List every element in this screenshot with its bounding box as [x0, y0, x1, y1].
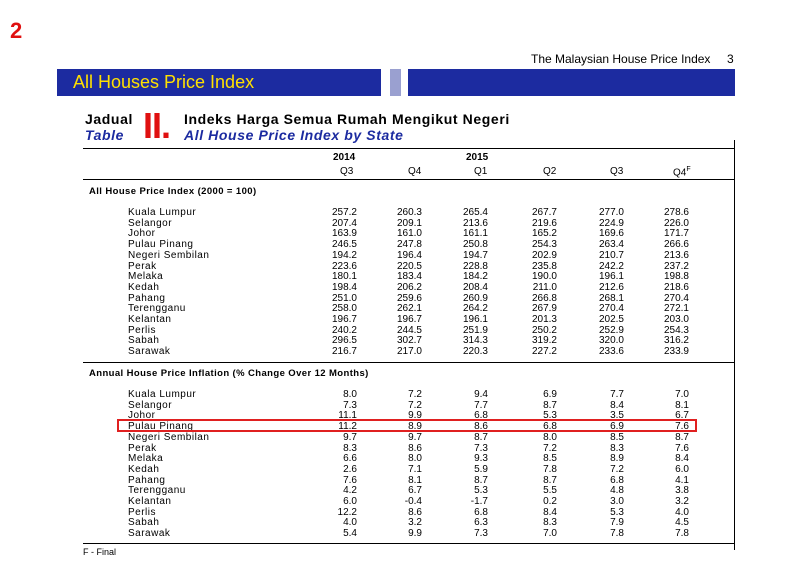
quarter-header: Q2	[543, 166, 557, 177]
table-cell: 180.1	[331, 271, 357, 283]
table-cell: 8.0	[543, 431, 557, 443]
table-cell: 228.8	[462, 260, 488, 272]
table-row	[0, 400, 789, 411]
table-cell: 240.2	[331, 324, 357, 336]
state-name: Johor	[128, 228, 156, 240]
table-bottom-rule	[83, 543, 735, 544]
table-row	[0, 218, 789, 229]
table-cell: 9.7	[343, 431, 357, 443]
table-cell: 316.2	[663, 335, 689, 347]
state-name: Selangor	[128, 399, 173, 411]
table-cell: 266.6	[663, 239, 689, 251]
state-name: Perak	[128, 442, 157, 454]
table-cell: 196.7	[396, 314, 422, 325]
table-cell: 262.1	[396, 303, 422, 315]
table-cell: 210.7	[598, 249, 624, 261]
table-row	[0, 389, 789, 400]
table-cell: 6.0	[343, 496, 357, 507]
table-cell: 4.1	[675, 474, 689, 486]
table-cell: 3.0	[610, 496, 624, 507]
table-row	[0, 475, 789, 486]
state-name: Sarawak	[128, 346, 171, 358]
table-row	[0, 335, 789, 346]
table-cell: 194.2	[331, 249, 357, 261]
table-cell: 5.3	[543, 410, 557, 422]
table-right-rule	[734, 140, 735, 550]
table-cell: 6.8	[610, 474, 624, 486]
table-cell: 8.1	[675, 399, 689, 411]
table-row	[0, 528, 789, 539]
state-name: Kelantan	[128, 496, 172, 507]
table-cell: 163.9	[331, 228, 357, 240]
state-name: Terengganu	[128, 303, 186, 315]
table-cell: 4.0	[675, 506, 689, 518]
table-cell: 2.6	[343, 463, 357, 475]
table-row	[0, 261, 789, 272]
table-cell: 213.6	[462, 217, 488, 229]
table-cell: 11.2	[338, 421, 357, 433]
table-cell: 242.2	[598, 260, 624, 272]
state-name: Sarawak	[128, 528, 171, 540]
table-cell: 251.9	[462, 324, 488, 336]
table-cell: 8.5	[610, 431, 624, 443]
table-cell: 194.7	[462, 249, 488, 261]
table-cell: 5.3	[610, 506, 624, 518]
table-cell: 196.4	[396, 249, 422, 261]
section-divider	[83, 362, 735, 363]
table-cell: 270.4	[663, 292, 689, 304]
table-cell: 11.1	[338, 410, 357, 422]
table-cell: 223.6	[331, 260, 357, 272]
table-cell: 268.1	[598, 292, 624, 304]
table-cell: 213.6	[663, 249, 689, 261]
table-cell: 252.9	[598, 324, 624, 336]
table-cell: 183.4	[396, 271, 422, 283]
quarter-header: Q3	[610, 166, 624, 177]
table-cell: 237.2	[663, 260, 689, 272]
table-cell: 5.5	[543, 485, 557, 497]
state-name: Perak	[128, 260, 157, 272]
table-cell: 3.2	[675, 496, 689, 507]
table-cell: 198.4	[331, 281, 357, 293]
table-cell: 267.9	[531, 303, 557, 315]
table-cell: 266.8	[531, 292, 557, 304]
header-top-rule	[83, 148, 735, 149]
table-row	[0, 207, 789, 218]
table-row	[0, 293, 789, 304]
table-cell: 4.2	[343, 485, 357, 497]
table-cell: 8.7	[543, 474, 557, 486]
table-cell: 7.2	[610, 463, 624, 475]
table-cell: 196.1	[598, 271, 624, 283]
table-number: II.	[143, 105, 171, 146]
table-row	[0, 228, 789, 239]
state-name: Negeri Sembilan	[128, 249, 210, 261]
table-cell: 6.8	[543, 421, 557, 433]
table-cell: 296.5	[331, 335, 357, 347]
table-cell: 264.2	[462, 303, 488, 315]
quarter-header: Q3	[340, 166, 354, 177]
table-cell: 272.1	[663, 303, 689, 315]
report-page-number: 3	[727, 52, 734, 66]
report-title: The Malaysian House Price Index	[531, 52, 711, 66]
table-cell: 6.3	[474, 517, 488, 529]
table-cell: 9.4	[474, 389, 488, 400]
state-name: Pulau Pinang	[128, 421, 194, 433]
table-cell: 8.4	[610, 399, 624, 411]
table-cell: 209.1	[396, 217, 422, 229]
table-title-en: All House Price Index by State	[184, 127, 404, 143]
table-cell: 208.4	[462, 281, 488, 293]
table-cell: 212.6	[598, 281, 624, 293]
table-cell: 8.7	[474, 474, 488, 486]
table-cell: 161.1	[462, 228, 488, 240]
table-cell: 165.2	[531, 228, 557, 240]
footnote: F - Final	[83, 547, 117, 557]
table-cell: 7.3	[343, 399, 357, 411]
table-cell: 263.4	[598, 239, 624, 251]
table-cell: 251.0	[331, 292, 357, 304]
quarter-header: $Q4^F$	[673, 166, 691, 179]
table-cell: 5.3	[474, 485, 488, 497]
table-label-en: Table	[85, 127, 125, 143]
table-cell: 3.2	[408, 517, 422, 529]
table-cell: 9.3	[474, 453, 488, 465]
table-cell: 270.4	[598, 303, 624, 315]
table-cell: 5.4	[343, 528, 357, 540]
state-name: Perlis	[128, 506, 157, 518]
table-row	[0, 271, 789, 282]
table-cell: 8.7	[543, 399, 557, 411]
table-cell: 8.7	[675, 431, 689, 443]
table-cell: 6.7	[408, 485, 422, 497]
table-cell: 3.8	[675, 485, 689, 497]
table-cell: 198.8	[663, 271, 689, 283]
table-cell: 7.2	[408, 399, 422, 411]
table-cell: 207.4	[331, 217, 357, 229]
table-cell: 4.5	[675, 517, 689, 529]
section-title-inflation: Annual House Price Inflation (% Change Over 12 Months)	[89, 368, 369, 379]
table-cell: 8.4	[675, 453, 689, 465]
table-cell: 7.8	[543, 463, 557, 475]
table-cell: 8.3	[343, 442, 357, 454]
table-cell: 219.6	[531, 217, 557, 229]
table-cell: 8.0	[343, 389, 357, 400]
state-name: Melaka	[128, 271, 164, 283]
table-cell: 7.0	[543, 528, 557, 540]
table-cell: 302.7	[396, 335, 422, 347]
table-cell: 190.0	[531, 271, 557, 283]
table-cell: 169.6	[598, 228, 624, 240]
table-row	[0, 282, 789, 293]
table-cell: 265.4	[462, 207, 488, 218]
state-name: Kedah	[128, 463, 160, 475]
table-cell: 8.6	[408, 442, 422, 454]
quarter-header: Q1	[474, 166, 488, 177]
table-cell: 202.9	[531, 249, 557, 261]
state-name: Melaka	[128, 453, 164, 465]
state-name: Perlis	[128, 324, 157, 336]
table-row	[0, 485, 789, 496]
state-name: Sabah	[128, 335, 160, 347]
table-cell: 224.9	[598, 217, 624, 229]
table-cell: 260.3	[396, 207, 422, 218]
table-cell: 244.5	[396, 324, 422, 336]
state-name: Pulau Pinang	[128, 239, 194, 251]
table-cell: 8.3	[543, 517, 557, 529]
table-cell: 206.2	[396, 281, 422, 293]
state-name: Kelantan	[128, 314, 172, 325]
table-row	[0, 496, 789, 507]
table-cell: 220.5	[396, 260, 422, 272]
table-cell: 6.8	[474, 410, 488, 422]
table-row	[0, 314, 789, 325]
table-cell: 250.8	[462, 239, 488, 251]
table-cell: 254.3	[663, 324, 689, 336]
table-row	[0, 239, 789, 250]
state-name: Kuala Lumpur	[128, 389, 197, 400]
table-cell: 7.2	[543, 442, 557, 454]
table-cell: 246.5	[331, 239, 357, 251]
table-cell: 202.5	[598, 314, 624, 325]
table-cell: 7.3	[474, 442, 488, 454]
table-cell: 12.2	[337, 506, 357, 518]
table-cell: 227.2	[531, 346, 557, 358]
table-row	[0, 432, 789, 443]
table-cell: 257.2	[331, 207, 357, 218]
header-bottom-rule	[83, 179, 735, 180]
table-cell: 233.9	[663, 346, 689, 358]
table-cell: 319.2	[531, 335, 557, 347]
banner-separator	[390, 69, 401, 96]
table-cell: 8.1	[408, 474, 422, 486]
table-label-ms: Jadual	[85, 111, 133, 127]
table-cell: 8.5	[543, 453, 557, 465]
table-cell: 9.9	[408, 410, 422, 422]
banner-right-bar	[408, 69, 735, 96]
table-cell: 6.9	[543, 389, 557, 400]
highlight-box	[117, 419, 697, 432]
state-name: Negeri Sembilan	[128, 431, 210, 443]
table-cell: 211.0	[532, 281, 557, 293]
table-cell: 5.9	[474, 463, 488, 475]
table-cell: 7.0	[675, 389, 689, 400]
table-row	[0, 346, 789, 357]
quarter-header: Q4	[408, 166, 422, 177]
table-row	[0, 517, 789, 528]
table-cell: -0.4	[404, 496, 422, 507]
table-cell: 7.6	[675, 421, 689, 433]
table-cell: 7.3	[474, 528, 488, 540]
table-cell: 6.6	[343, 453, 357, 465]
table-cell: 8.3	[610, 442, 624, 454]
page-number: 2	[10, 18, 23, 43]
table-cell: 171.7	[663, 228, 689, 240]
table-cell: 3.5	[610, 410, 624, 422]
table-cell: 235.8	[531, 260, 557, 272]
table-cell: 7.6	[343, 474, 357, 486]
table-cell: 4.0	[343, 517, 357, 529]
table-cell: 8.6	[408, 506, 422, 518]
table-cell: 9.9	[408, 528, 422, 540]
table-row	[0, 507, 789, 518]
table-cell: 201.3	[531, 314, 557, 325]
table-cell: 220.3	[462, 346, 488, 358]
state-name: Pahang	[128, 474, 166, 486]
table-cell: 8.0	[408, 453, 422, 465]
table-cell: 250.2	[531, 324, 557, 336]
banner-title: All Houses Price Index	[73, 72, 255, 92]
table-cell: 7.9	[610, 517, 624, 529]
table-cell: 196.1	[462, 314, 488, 325]
state-name: Sabah	[128, 517, 160, 529]
table-cell: 314.3	[462, 335, 488, 347]
year-2015: 2015	[466, 152, 489, 163]
table-cell: 7.1	[408, 463, 422, 475]
table-cell: 258.0	[331, 303, 357, 315]
year-2014: 2014	[333, 152, 356, 163]
table-cell: 6.9	[610, 421, 624, 433]
table-cell: 6.7	[675, 410, 689, 422]
table-cell: 8.9	[408, 421, 422, 433]
table-cell: 0.2	[543, 496, 557, 507]
table-cell: 9.7	[408, 431, 422, 443]
table-cell: 8.4	[543, 506, 557, 518]
table-row	[0, 464, 789, 475]
table-cell: 226.0	[663, 217, 689, 229]
table-cell: 4.8	[610, 485, 624, 497]
table-cell: 7.7	[474, 399, 488, 411]
table-cell: 184.2	[462, 271, 488, 283]
table-row	[0, 250, 789, 261]
table-cell: 7.8	[675, 528, 689, 540]
table-cell: 218.6	[663, 281, 689, 293]
state-name: Johor	[128, 410, 156, 422]
state-name: Selangor	[128, 217, 173, 229]
table-cell: 260.9	[462, 292, 488, 304]
table-cell: 161.0	[396, 228, 422, 240]
table-row	[0, 325, 789, 336]
table-title-ms: Indeks Harga Semua Rumah Mengikut Negeri	[184, 111, 510, 127]
table-row	[0, 453, 789, 464]
table-cell: 233.6	[598, 346, 624, 358]
table-cell: 267.7	[531, 207, 557, 218]
table-cell: 203.0	[663, 314, 689, 325]
table-cell: 196.7	[331, 314, 357, 325]
table-cell: 259.6	[396, 292, 422, 304]
table-cell: 278.6	[663, 207, 689, 218]
table-cell: 7.8	[610, 528, 624, 540]
table-cell: 8.9	[610, 453, 624, 465]
table-cell: 247.8	[396, 239, 422, 251]
section-title-index: All House Price Index (2000 = 100)	[89, 186, 257, 197]
table-cell: -1.7	[470, 496, 488, 507]
state-name: Kedah	[128, 281, 160, 293]
table-cell: 8.7	[474, 431, 488, 443]
table-cell: 6.0	[675, 463, 689, 475]
table-cell: 254.3	[531, 239, 557, 251]
table-row	[0, 303, 789, 314]
state-name: Pahang	[128, 292, 166, 304]
table-cell: 8.6	[474, 421, 488, 433]
table-cell: 217.0	[396, 346, 422, 358]
table-cell: 277.0	[598, 207, 624, 218]
table-cell: 7.7	[610, 389, 624, 400]
table-cell: 7.6	[675, 442, 689, 454]
table-cell: 6.8	[474, 506, 488, 518]
state-name: Kuala Lumpur	[128, 207, 197, 218]
table-cell: 320.0	[598, 335, 624, 347]
table-row	[0, 443, 789, 454]
state-name: Terengganu	[128, 485, 186, 497]
table-cell: 7.2	[408, 389, 422, 400]
table-header	[0, 152, 789, 182]
table-cell: 216.7	[331, 346, 357, 358]
